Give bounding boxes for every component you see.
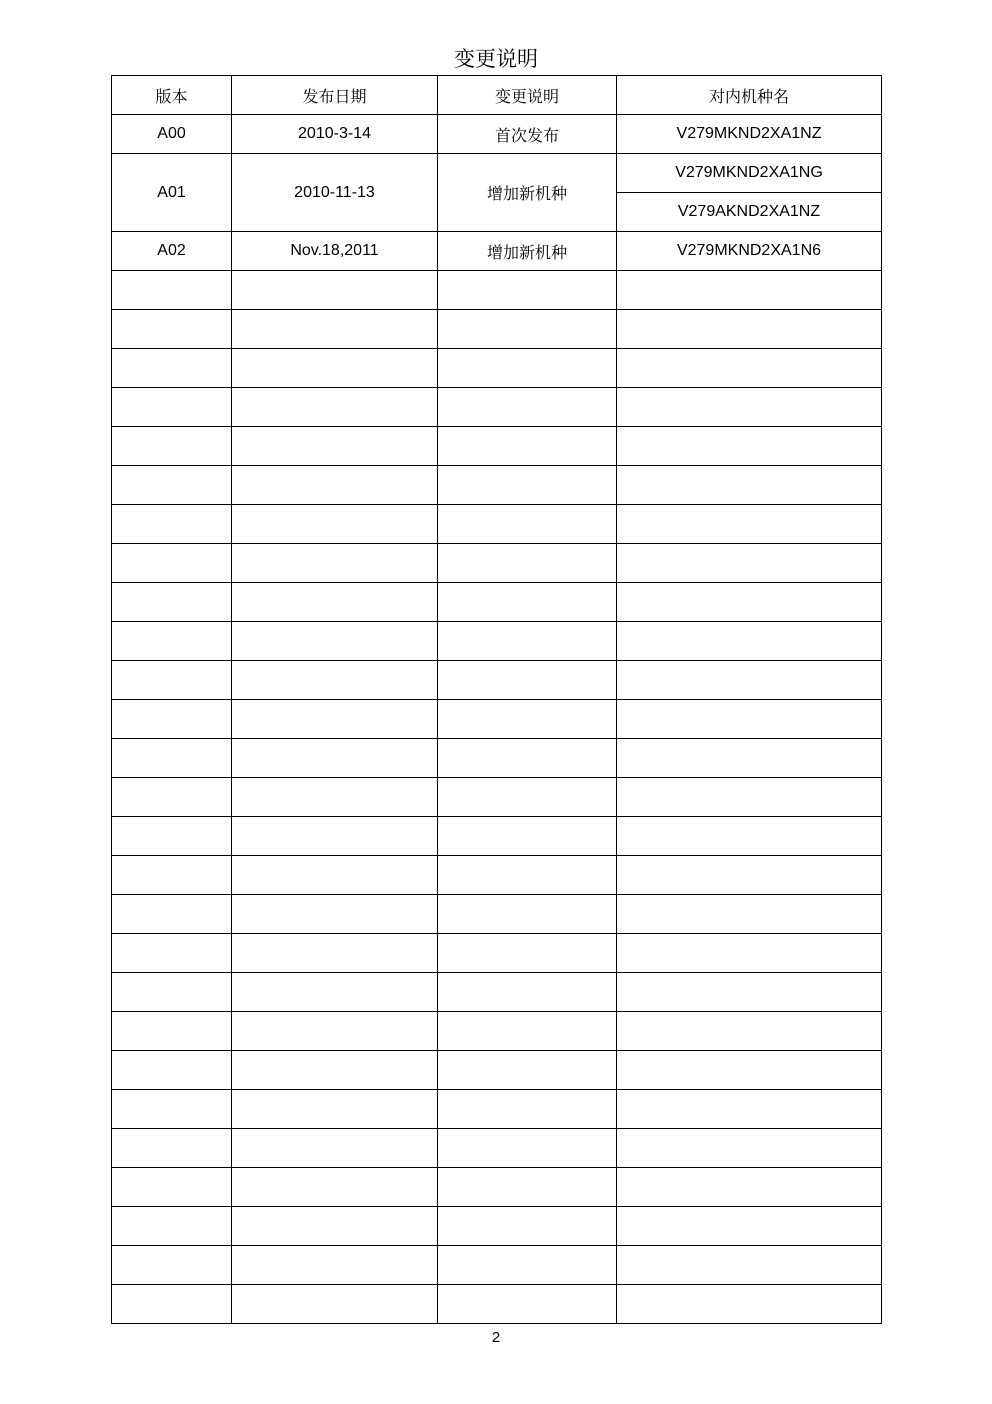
empty-cell	[617, 310, 882, 349]
empty-cell	[112, 778, 232, 817]
empty-cell	[617, 778, 882, 817]
page-title: 变更说明	[454, 47, 538, 71]
empty-cell	[232, 466, 438, 505]
empty-cell	[112, 1246, 232, 1285]
empty-cell	[617, 934, 882, 973]
empty-table-row	[112, 622, 882, 661]
empty-cell	[232, 1129, 438, 1168]
empty-cell	[232, 427, 438, 466]
empty-cell	[232, 1285, 438, 1324]
empty-cell	[438, 1051, 617, 1090]
empty-cell	[112, 349, 232, 388]
empty-cell	[617, 388, 882, 427]
empty-table-row	[112, 1168, 882, 1207]
cell-change: 增加新机种	[438, 154, 617, 232]
empty-cell	[617, 427, 882, 466]
empty-cell	[112, 973, 232, 1012]
empty-cell	[112, 739, 232, 778]
header-change-description: 变更说明	[438, 76, 617, 115]
empty-table-row	[112, 1090, 882, 1129]
empty-table-row	[112, 349, 882, 388]
empty-cell	[232, 271, 438, 310]
empty-table-row	[112, 1207, 882, 1246]
empty-cell	[617, 1246, 882, 1285]
empty-cell	[112, 1012, 232, 1051]
empty-cell	[232, 622, 438, 661]
empty-cell	[112, 271, 232, 310]
cell-date: 2010-11-13	[232, 154, 438, 232]
empty-cell	[617, 466, 882, 505]
empty-cell	[232, 1207, 438, 1246]
header-internal-model-name: 对内机种名	[617, 76, 882, 115]
empty-cell	[438, 934, 617, 973]
empty-table-row	[112, 1246, 882, 1285]
empty-cell	[232, 778, 438, 817]
empty-cell	[232, 1012, 438, 1051]
empty-cell	[112, 895, 232, 934]
empty-cell	[232, 895, 438, 934]
cell-date: Nov.18,2011	[232, 232, 438, 271]
empty-cell	[232, 739, 438, 778]
empty-cell	[232, 661, 438, 700]
empty-cell	[438, 1168, 617, 1207]
empty-cell	[617, 349, 882, 388]
empty-table-row	[112, 1012, 882, 1051]
empty-cell	[112, 466, 232, 505]
empty-cell	[232, 583, 438, 622]
empty-table-row	[112, 1051, 882, 1090]
empty-cell	[232, 388, 438, 427]
empty-cell	[617, 856, 882, 895]
empty-cell	[112, 1285, 232, 1324]
empty-cell	[232, 544, 438, 583]
empty-cell	[438, 1207, 617, 1246]
empty-cell	[438, 1090, 617, 1129]
empty-cell	[438, 895, 617, 934]
empty-cell	[438, 856, 617, 895]
empty-cell	[112, 856, 232, 895]
empty-cell	[232, 700, 438, 739]
cell-model: V279AKND2XA1NZ	[617, 193, 882, 232]
empty-cell	[232, 973, 438, 1012]
empty-cell	[438, 817, 617, 856]
empty-cell	[112, 1207, 232, 1246]
empty-table-row	[112, 856, 882, 895]
empty-cell	[112, 934, 232, 973]
empty-cell	[617, 661, 882, 700]
empty-table-row	[112, 310, 882, 349]
empty-table-row	[112, 700, 882, 739]
empty-cell	[112, 388, 232, 427]
empty-cell	[232, 505, 438, 544]
cell-model: V279MKND2XA1NZ	[617, 115, 882, 154]
empty-cell	[112, 1168, 232, 1207]
empty-cell	[617, 1168, 882, 1207]
empty-cell	[112, 622, 232, 661]
empty-cell	[438, 349, 617, 388]
empty-table-row	[112, 1129, 882, 1168]
empty-cell	[438, 1012, 617, 1051]
empty-table-row	[112, 1285, 882, 1324]
empty-table-row	[112, 778, 882, 817]
empty-cell	[232, 934, 438, 973]
empty-cell	[438, 544, 617, 583]
cell-change: 首次发布	[438, 115, 617, 154]
empty-cell	[232, 1246, 438, 1285]
empty-cell	[617, 739, 882, 778]
header-version: 版本	[112, 76, 232, 115]
empty-cell	[112, 544, 232, 583]
empty-cell	[438, 778, 617, 817]
empty-cell	[232, 310, 438, 349]
empty-cell	[112, 583, 232, 622]
cell-version: A02	[112, 232, 232, 271]
table-row	[112, 154, 882, 193]
header-release-date: 发布日期	[232, 76, 438, 115]
empty-table-row	[112, 934, 882, 973]
table-header-row	[112, 76, 882, 115]
cell-model: V279MKND2XA1NG	[617, 154, 882, 193]
empty-cell	[617, 895, 882, 934]
empty-table-row	[112, 271, 882, 310]
empty-cell	[112, 1129, 232, 1168]
empty-table-row	[112, 388, 882, 427]
empty-cell	[438, 310, 617, 349]
empty-cell	[232, 349, 438, 388]
empty-table-row	[112, 739, 882, 778]
empty-cell	[112, 661, 232, 700]
empty-cell	[112, 1051, 232, 1090]
empty-cell	[438, 739, 617, 778]
table-row	[112, 115, 882, 154]
empty-cell	[617, 1285, 882, 1324]
empty-cell	[438, 973, 617, 1012]
empty-cell	[617, 1090, 882, 1129]
cell-version: A01	[112, 154, 232, 232]
empty-cell	[232, 1168, 438, 1207]
empty-cell	[438, 1246, 617, 1285]
empty-table-row	[112, 973, 882, 1012]
empty-cell	[438, 466, 617, 505]
empty-cell	[617, 700, 882, 739]
empty-table-row	[112, 661, 882, 700]
empty-cell	[232, 817, 438, 856]
empty-cell	[112, 505, 232, 544]
empty-cell	[438, 661, 617, 700]
empty-table-row	[112, 817, 882, 856]
empty-table-row	[112, 895, 882, 934]
empty-cell	[112, 1090, 232, 1129]
empty-cell	[438, 1285, 617, 1324]
empty-table-row	[112, 583, 882, 622]
empty-cell	[617, 1012, 882, 1051]
empty-cell	[438, 505, 617, 544]
revision-table	[111, 75, 882, 1324]
empty-cell	[617, 1051, 882, 1090]
empty-cell	[617, 583, 882, 622]
table-row	[112, 232, 882, 271]
empty-cell	[438, 271, 617, 310]
empty-cell	[617, 973, 882, 1012]
empty-cell	[617, 817, 882, 856]
cell-model: V279MKND2XA1N6	[617, 232, 882, 271]
empty-cell	[617, 505, 882, 544]
empty-table-row	[112, 427, 882, 466]
empty-cell	[617, 622, 882, 661]
cell-date: 2010-3-14	[232, 115, 438, 154]
empty-cell	[617, 1207, 882, 1246]
page-number: 2	[491, 1329, 501, 1346]
cell-change: 增加新机种	[438, 232, 617, 271]
empty-cell	[438, 427, 617, 466]
empty-cell	[617, 1129, 882, 1168]
empty-cell	[112, 817, 232, 856]
empty-cell	[232, 1090, 438, 1129]
empty-cell	[438, 700, 617, 739]
empty-cell	[112, 427, 232, 466]
empty-cell	[438, 622, 617, 661]
empty-cell	[112, 700, 232, 739]
empty-cell	[617, 544, 882, 583]
empty-table-row	[112, 505, 882, 544]
empty-cell	[112, 310, 232, 349]
empty-cell	[438, 1129, 617, 1168]
empty-cell	[438, 388, 617, 427]
cell-version: A00	[112, 115, 232, 154]
empty-cell	[438, 583, 617, 622]
empty-table-row	[112, 466, 882, 505]
empty-cell	[617, 271, 882, 310]
empty-table-row	[112, 544, 882, 583]
empty-cell	[232, 856, 438, 895]
empty-cell	[232, 1051, 438, 1090]
